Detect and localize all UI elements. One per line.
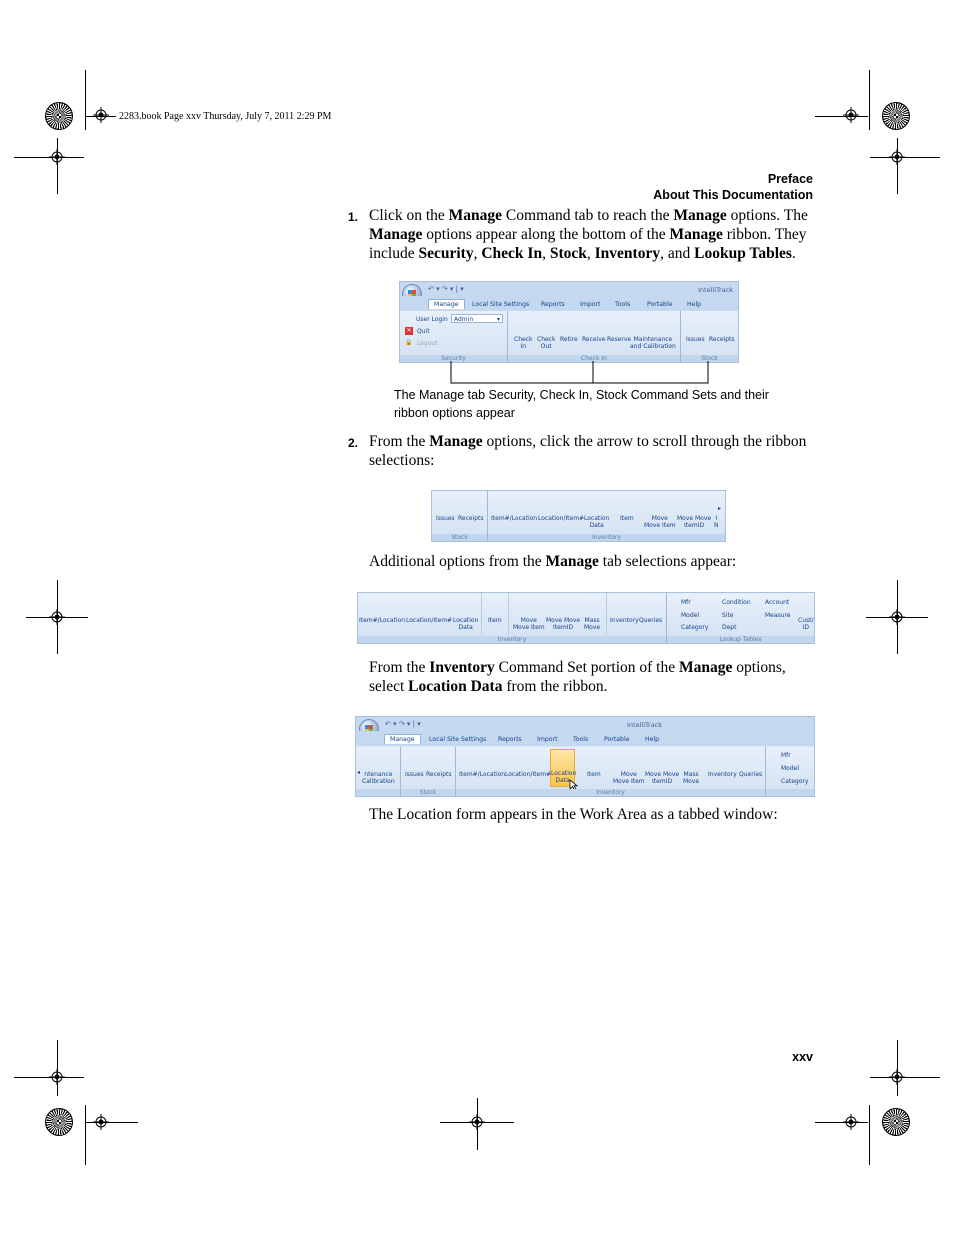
- lookup-column-3[interactable]: Account Measure: [765, 599, 791, 619]
- inventory-button[interactable]: Inventory: [610, 617, 639, 624]
- tab-reports[interactable]: Reports: [541, 301, 565, 308]
- receive-button[interactable]: Receive: [582, 336, 606, 343]
- location-data-button-selected[interactable]: Location Data: [550, 749, 575, 787]
- location-item-button[interactable]: Location/Item#: [538, 515, 585, 522]
- scroll-right-arrow-icon[interactable]: ▸: [718, 505, 722, 512]
- group-label: Security: [400, 355, 507, 362]
- stock-group: [432, 491, 488, 541]
- lookup-column-2[interactable]: Condition Site Dept: [722, 599, 751, 631]
- receipts-button[interactable]: Receipts: [458, 515, 484, 522]
- page-number: xxv: [792, 1050, 813, 1064]
- step-2-text: From the Manage options, click the arrow to scroll through the ribbon selections:: [369, 433, 807, 469]
- registration-disc-icon: [882, 102, 910, 130]
- issues-button[interactable]: Issues: [436, 515, 455, 522]
- registration-disc-icon: [45, 102, 73, 130]
- ribbon-screenshot-manage: [399, 281, 739, 363]
- location-item-button[interactable]: Location/Item#: [505, 771, 552, 778]
- running-header-chapter: Preface: [767, 172, 813, 186]
- user-login-select[interactable]: Admin ▾: [451, 314, 503, 323]
- tab-reports[interactable]: Reports: [498, 736, 522, 743]
- lookup-column-1[interactable]: Mfr Model Category: [781, 752, 809, 785]
- cust-id-button[interactable]: Cust/ ID: [798, 617, 814, 631]
- registration-mark-icon: [843, 107, 859, 123]
- tab-help[interactable]: Help: [645, 736, 660, 743]
- registration-mark-icon: [889, 609, 905, 625]
- maintenance-calibration-button[interactable]: Maintenance and Calibration: [630, 336, 676, 350]
- tab-tools[interactable]: Tools: [615, 301, 631, 308]
- tab-local-site-settings[interactable]: Local Site Settings: [472, 301, 530, 308]
- receipts-button[interactable]: Receipts: [709, 336, 735, 343]
- step-number: 2.: [348, 436, 359, 450]
- registration-mark-icon: [49, 609, 65, 625]
- undo-redo-icon[interactable]: ↶ ▾ ↷ ▾ | ▾: [385, 720, 421, 728]
- running-header-section: About This Documentation: [653, 188, 813, 202]
- tab-import[interactable]: Import: [580, 301, 601, 308]
- inventory-button[interactable]: Inventory: [708, 771, 737, 778]
- registration-mark-icon: [49, 1069, 65, 1085]
- registration-mark-icon: [843, 1114, 859, 1130]
- tab-import[interactable]: Import: [537, 736, 558, 743]
- user-login-label: User Login: [416, 316, 448, 323]
- mass-move-button[interactable]: Mass Move: [683, 771, 700, 785]
- location-item-button[interactable]: Location/Item#: [406, 617, 453, 624]
- move-item-button[interactable]: Move Move Item: [613, 771, 645, 785]
- registration-disc-icon: [882, 1108, 910, 1136]
- check-out-button[interactable]: Check Out: [537, 336, 556, 350]
- registration-mark-icon: [469, 1114, 485, 1130]
- registration-mark-icon: [93, 1114, 109, 1130]
- scroll-left-arrow-icon[interactable]: ◂: [357, 769, 361, 776]
- receipts-button[interactable]: Receipts: [426, 771, 452, 778]
- step-number: 1.: [348, 210, 359, 224]
- group-label: Inventory: [456, 789, 765, 796]
- callout-bracket: [440, 359, 720, 385]
- maintenance-group: [356, 747, 401, 796]
- tab-manage[interactable]: Manage: [428, 299, 465, 309]
- undo-redo-icon[interactable]: ↶ ▾ ↷ ▾ | ▾: [428, 285, 464, 293]
- registration-mark-icon: [49, 149, 65, 165]
- step-1-text: Click on the Manage Command tab to reach the Manage options. The Manage options appear along the bottom of the Manage ribbon. They include Security, Check In, Stock, Inventory, and Lookup Tables.: [369, 207, 808, 262]
- paragraph-select-location-data: From the Inventory Command Set portion of the Manage options, select Location Data from the ribbon.: [369, 659, 786, 695]
- move-itemid-button[interactable]: Move Move ItemID: [546, 617, 581, 631]
- registration-mark-icon: [889, 1069, 905, 1085]
- security-group: [400, 311, 508, 362]
- lookup-tables-group: [766, 747, 814, 796]
- inventory-group: [488, 491, 725, 541]
- quit-button[interactable]: Quit: [417, 328, 430, 335]
- reserve-button[interactable]: Reserve: [607, 336, 632, 343]
- group-label: Inventory: [358, 636, 666, 643]
- registration-mark-icon: [93, 107, 109, 123]
- item-location-button[interactable]: Item#/Location: [491, 515, 538, 522]
- tab-tools[interactable]: Tools: [573, 736, 589, 743]
- queries-button[interactable]: Queries: [639, 617, 663, 624]
- ribbon-screenshot-location-data: [355, 716, 815, 797]
- figure-caption: The Manage tab Security, Check In, Stock Command Sets and their ribbon options appear: [394, 388, 769, 420]
- inventory-group: [358, 593, 667, 643]
- tab-portable[interactable]: Portable: [604, 736, 630, 743]
- item-location-button[interactable]: Item#/Location: [359, 617, 406, 624]
- item-button[interactable]: Item: [620, 515, 634, 522]
- queries-button[interactable]: Queries: [739, 771, 763, 778]
- book-slug: 2283.book Page xxv Thursday, July 7, 2011 2:29 PM: [119, 111, 332, 122]
- logout-button[interactable]: Logout: [417, 340, 438, 347]
- app-title: IntelliTrack: [627, 721, 663, 729]
- tab-local-site-settings[interactable]: Local Site Settings: [429, 736, 487, 743]
- stock-group: [681, 311, 738, 362]
- tab-manage[interactable]: Manage: [384, 734, 421, 744]
- item-location-button[interactable]: Item#/Location: [459, 771, 506, 778]
- registration-disc-icon: [45, 1108, 73, 1136]
- move-itemid-button[interactable]: Move Move ItemID: [677, 515, 712, 529]
- paragraph-additional-options: Additional options from the Manage tab selections appear:: [369, 553, 737, 570]
- truncated-button[interactable]: I N: [714, 515, 719, 529]
- group-label: Stock: [401, 789, 455, 796]
- issues-button[interactable]: Issues: [686, 336, 705, 343]
- ribbon-screenshot-lookup: [357, 592, 815, 644]
- check-in-button[interactable]: Check In: [514, 336, 533, 350]
- app-title: IntelliTrack: [698, 286, 734, 294]
- group-label: Stock: [432, 534, 487, 541]
- lookup-tables-group: [667, 593, 814, 643]
- group-label: Lookup Tables: [667, 636, 814, 643]
- registration-mark-icon: [889, 149, 905, 165]
- mass-move-button[interactable]: Mass Move: [584, 617, 601, 631]
- move-itemid-button[interactable]: Move Move ItemID: [645, 771, 680, 785]
- maintenance-calibration-button[interactable]: ntenance Calibration: [362, 771, 395, 785]
- ribbon-screenshot-scrolled: [431, 490, 726, 542]
- item-button[interactable]: Item: [587, 771, 601, 778]
- group-label: Check In: [508, 355, 680, 362]
- tab-portable[interactable]: Portable: [647, 301, 673, 308]
- tab-help[interactable]: Help: [687, 301, 702, 308]
- inventory-group: [456, 747, 766, 796]
- group-label: Inventory: [488, 534, 725, 541]
- location-data-button[interactable]: Location Data: [453, 617, 479, 631]
- move-item-button[interactable]: Move Move Item: [513, 617, 545, 631]
- stock-group: [401, 747, 456, 796]
- issues-button[interactable]: Issues: [405, 771, 424, 778]
- quit-icon: ✕: [406, 327, 412, 334]
- group-label: Stock: [681, 355, 738, 362]
- move-item-button[interactable]: Move Move Item: [644, 515, 676, 529]
- paragraph-location-form: The Location form appears in the Work Area as a tabbed window:: [369, 806, 778, 823]
- check-in-group: [508, 311, 681, 362]
- retire-button[interactable]: Retire: [560, 336, 578, 343]
- item-button[interactable]: Item: [488, 617, 502, 624]
- location-data-button[interactable]: Location Data: [584, 515, 610, 529]
- lookup-column-1[interactable]: Mfr Model Category: [681, 599, 709, 631]
- lock-icon: 🔒: [405, 339, 413, 346]
